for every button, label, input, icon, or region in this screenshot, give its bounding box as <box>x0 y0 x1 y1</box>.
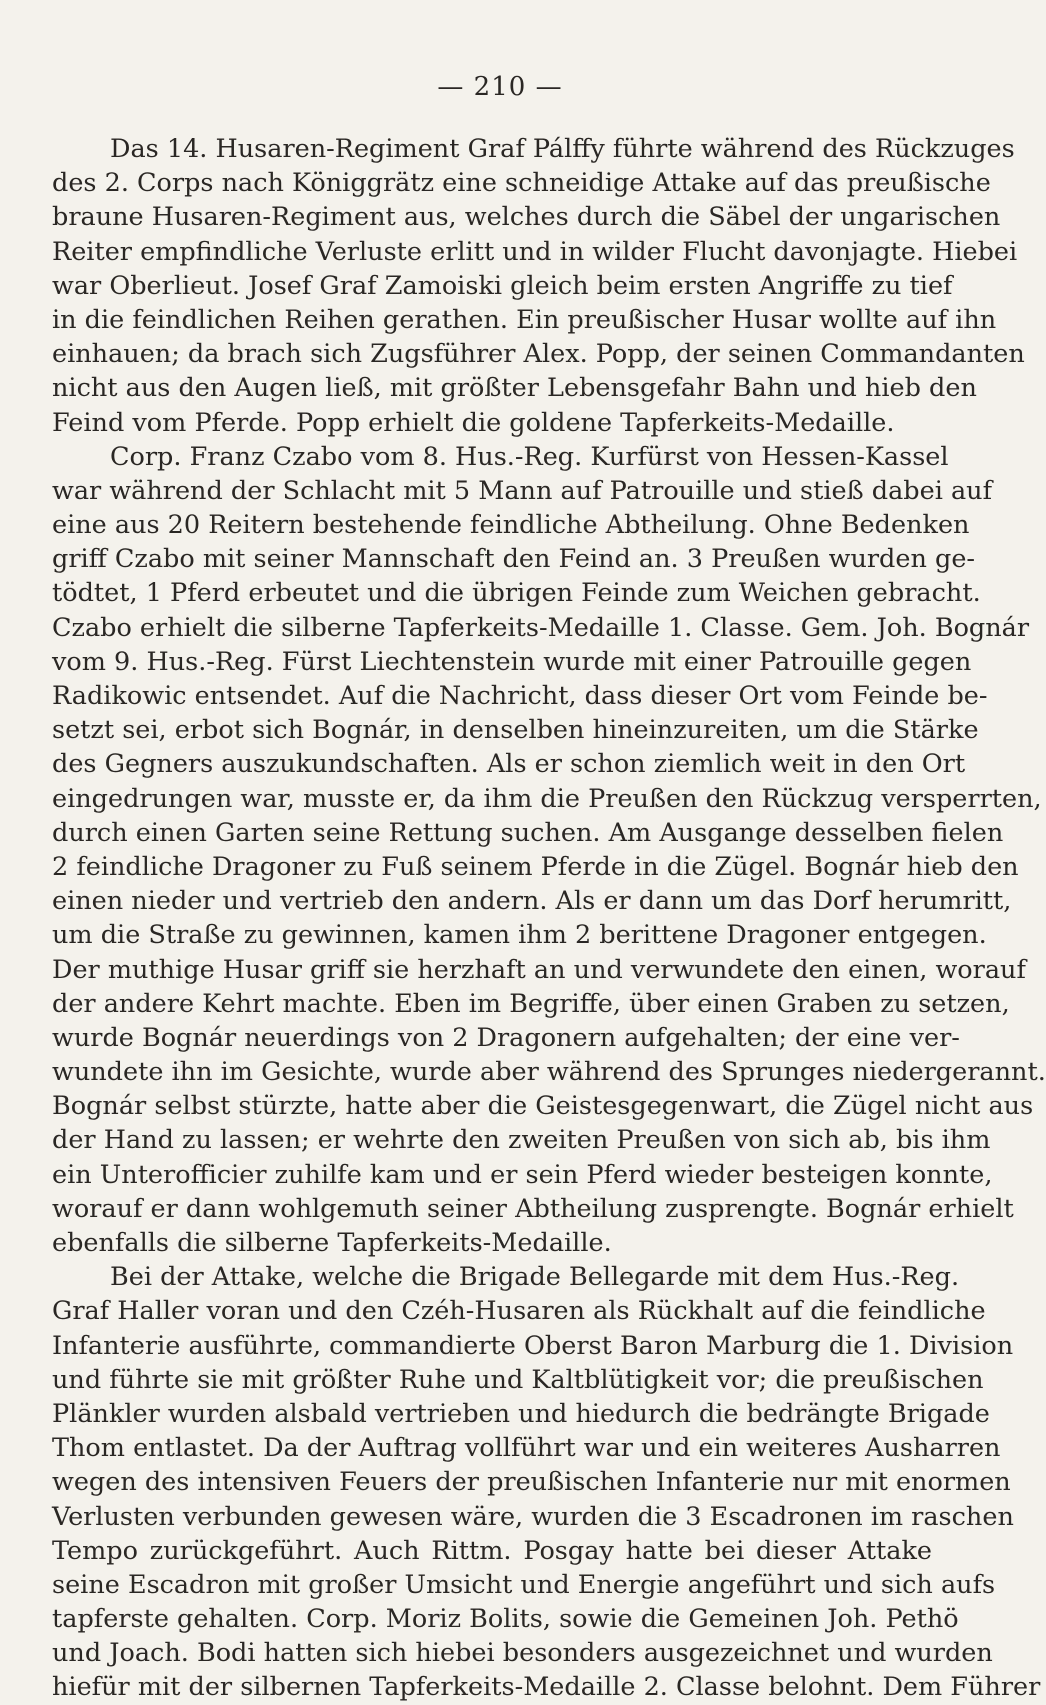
text-line: tödtet, 1 Pferd erbeutet und die übrigen Feinde zum Weichen gebracht. <box>52 578 981 609</box>
text-line: des Gegners auszukundschaften. Als er schon ziemlich weit in den Ort <box>52 749 966 780</box>
text-line: Radikowic entsendet. Auf die Nachricht, dass dieser Ort vom Feinde be- <box>52 681 988 711</box>
text-line: ein Unterofficier zuhilfe kam und er sein Pferd wieder besteigen konnte, <box>52 1159 993 1190</box>
text-line: wegen des intensiven Feuers der preußischen Infanterie nur mit enormen <box>52 1467 1011 1498</box>
text-line: des 2. Corps nach Königgrätz eine schneidige Attake auf das preußische <box>52 168 991 199</box>
text-line: Das 14. Husaren-Regiment Graf Pálffy führte während des Rückzuges <box>110 134 1015 164</box>
text-line: seine Escadron mit großer Umsicht und Energie angeführt und sich aufs <box>52 1569 996 1600</box>
text-line: worauf er dann wohlgemuth seiner Abtheilung zusprengte. Bognár erhielt <box>52 1193 1014 1224</box>
text-line: eingedrungen war, musste er, da ihm die Preußen den Rückzug versperrten, <box>52 783 1042 814</box>
text-line: der Hand zu lassen; er wehrte den zweiten Preußen von sich ab, bis ihm <box>52 1125 991 1156</box>
text-line: braune Husaren-Regiment aus, welches durch die Säbel der ungarischen <box>52 202 1001 233</box>
text-line: war Oberlieut. Josef Graf Zamoiski gleich beim ersten Angriffe zu tief <box>52 270 953 301</box>
text-line: Bognár selbst stürzte, hatte aber die Geistesgegenwart, die Zügel nicht aus <box>52 1091 1034 1122</box>
text-line: griff Czabo mit seiner Mannschaft den Feind an. 3 Preußen wurden ge- <box>52 544 976 575</box>
text-line: und Joach. Bodi hatten sich hiebei besonders ausgezeichnet und wurden <box>52 1638 993 1669</box>
text-line: um die Straße zu gewinnen, kamen ihm 2 berittene Dragoner entgegen. <box>52 920 987 951</box>
text-line: war während der Schlacht mit 5 Mann auf Patrouille und stieß dabei auf <box>52 475 993 506</box>
text-line: Infanterie ausführte, commandierte Oberst Baron Marburg die 1. Division <box>52 1330 1014 1361</box>
text-line: nicht aus den Augen ließ, mit größter Lebensgefahr Bahn und hieb den <box>52 373 977 404</box>
text-line: Corp. Franz Czabo vom 8. Hus.-Reg. Kurfürst von Hessen-Kassel <box>110 441 949 472</box>
text-line: tapferste gehalten. Corp. Moriz Bolits, sowie die Gemeinen Joh. Pethö <box>52 1604 959 1635</box>
text-line: einhauen; da brach sich Zugsführer Alex. Popp, der seinen Commandanten <box>52 339 1025 370</box>
text-line: Tempo zurückgeführt. Auch Rittm. Posgay hatte bei dieser Attake <box>52 1535 932 1566</box>
text-line: hiefür mit der silbernen Tapferkeits-Medaille 2. Classe belohnt. Dem Führer <box>52 1672 1041 1703</box>
text-line: in die feindlichen Reihen gerathen. Ein preußischer Husar wollte auf ihn <box>52 304 997 335</box>
text-line: Thom entlastet. Da der Auftrag vollführt war und ein weiteres Ausharren <box>52 1433 1001 1464</box>
text-line: durch einen Garten seine Rettung suchen. Am Ausgange desselben fielen <box>52 817 1004 848</box>
body-text <box>52 132 1046 1705</box>
text-line: wundete ihn im Gesichte, wurde aber während des Sprunges niedergerannt. <box>52 1057 1046 1088</box>
text-line: setzt sei, erbot sich Bognár, in denselben hineinzureiten, um die Stärke <box>52 715 979 746</box>
text-line: vom 9. Hus.-Reg. Fürst Liechtenstein wurde mit einer Patrouille gegen <box>52 646 972 677</box>
text-line: einen nieder und vertrieb den andern. Als er dann um das Dorf herumritt, <box>52 886 1012 917</box>
text-line: Der muthige Husar griff sie herzhaft an und verwundete den einen, worauf <box>52 954 1026 985</box>
text-line: wurde Bognár neuerdings von 2 Dragonern aufgehalten; der eine ver- <box>52 1022 960 1053</box>
text-line: der andere Kehrt machte. Eben im Begriffe, über einen Graben zu setzen, <box>52 988 1010 1019</box>
text-line: eine aus 20 Reitern bestehende feindliche Abtheilung. Ohne Bedenken <box>52 510 970 541</box>
text-line: ebenfalls die silberne Tapferkeits-Medaille. <box>52 1228 612 1258</box>
text-line: Reiter empfindliche Verluste erlitt und in wilder Flucht davonjagte. Hiebei <box>52 236 1018 267</box>
text-line: Czabo erhielt die silberne Tapferkeits-Medaille 1. Classe. Gem. Joh. Bognár <box>52 612 1030 643</box>
text-line: und führte sie mit größter Ruhe und Kaltblütigkeit vor; die preußischen <box>52 1364 984 1395</box>
text-line: Bei der Attake, welche die Brigade Bellegarde mit dem Hus.-Reg. <box>110 1262 960 1293</box>
text-line: Feind vom Pferde. Popp erhielt die goldene Tapferkeits-Medaille. <box>52 407 895 438</box>
page-number: — 210 — <box>437 72 563 102</box>
text-line: Verlusten verbunden gewesen wäre, wurden die 3 Escadronen im raschen <box>52 1501 1014 1532</box>
text-line: Plänkler wurden alsbald vertrieben und hiedurch die bedrängte Brigade <box>52 1398 990 1429</box>
text-line: 2 feindliche Dragoner zu Fuß seinem Pferde in die Zügel. Bognár hieb den <box>52 851 1019 882</box>
text-line: Graf Haller voran und den Czéh-Husaren als Rückhalt auf die feindliche <box>52 1296 986 1327</box>
